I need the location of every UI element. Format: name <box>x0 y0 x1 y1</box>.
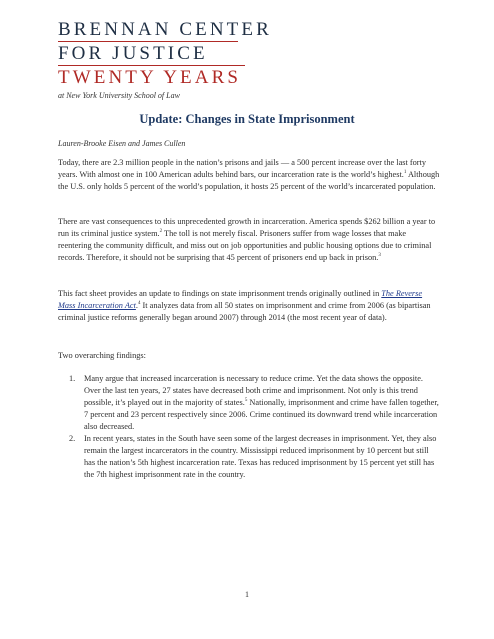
paragraph-text: This fact sheet provides an update to findings on state imprisonment trends originally outlined in <box>58 289 382 298</box>
page-number: 1 <box>245 590 249 599</box>
paragraph-3: This fact sheet provides an update to findings on state imprisonment trends originally outlined in The Reverse Mass Incarceration Act.$^4$ It analyzes data from all 50 states on imprisonment and crime from 2006 (as bipartisan criminal justice reforms generally began around 2007) through 2014 (the most recent year of data). <box>58 289 431 322</box>
logo-rule <box>58 65 245 66</box>
finding-item <box>58 373 441 433</box>
reverse-mass-incarceration-act-link[interactable]: The Reverse Mass Incarceration Act <box>58 289 423 310</box>
finding-text: In recent years, states in the South have seen some of the largest decreases in imprisonment. Yet, they also remain the largest incarcerators in the country. Mississippi reduced imprisonment by 10 percent but still has the nation’s 5th highest incarceration rate. Texas has reduced imprisonment by 15 percent yet still has the 7th highest imprisonment rate in the country. <box>84 434 437 479</box>
list-number: 1. <box>69 374 76 383</box>
logo-line-twenty-years: TWENTY YEARS <box>58 67 242 88</box>
footnote-marker[interactable]: 3 <box>378 253 381 258</box>
footnote-marker[interactable]: 1 <box>403 170 407 175</box>
footnote-marker[interactable]: 4 <box>137 301 141 306</box>
authors-byline: Lauren-Brooke Eisen and James Cullen <box>58 139 186 148</box>
finding-text: Nationally, imprisonment and crime have fallen together, 7 percent and 23 percent respectively since 2006. Crime continued its downward trend while incarceration also decreased. <box>84 398 439 431</box>
paragraph-text: It analyzes data from all 50 states on imprisonment and crime from 2006 (as bipartisan criminal justice reforms generally began around 2007) through 2014 (the most recent year of data). <box>58 301 431 322</box>
footnote-marker[interactable]: 5 <box>244 398 248 403</box>
paragraph-text: Today, there are 2.3 million people in the nation’s prisons and jails — a 500 percent increase over the last forty years. With almost one in 100 American adults behind bars, our incarceration rate is the world’s highest. <box>58 158 426 179</box>
footnote-marker[interactable]: 2 <box>159 229 163 234</box>
logo-line-for-justice: FOR JUSTICE <box>58 43 208 64</box>
logo-line-brennan-center: BRENNAN CENTER <box>58 19 272 40</box>
paragraph-text: The toll is not merely fiscal. Prisoners suffer from wage losses that make reentering the community difficult, and miss out on job opportunities and public housing options due to criminal records. Therefore, it should not be surprising that 45 percent of prisoners end up back in prison. <box>58 229 432 262</box>
paragraph-2 <box>58 216 441 264</box>
findings-intro: Two overarching findings: <box>58 351 146 360</box>
paragraph-text: Although the U.S. only holds 5 percent of the world’s population, it hosts 25 percent of the world’s incarcerated population. <box>58 170 440 191</box>
paragraph-text: There are vast consequences to this unprecedented growth in incarceration. America spends $262 billion a year to run its criminal justice system. <box>58 217 436 238</box>
logo-rule <box>58 41 238 42</box>
findings-list <box>58 373 441 481</box>
paragraph-1 <box>58 157 441 193</box>
brennan-center-logo <box>58 20 288 87</box>
finding-item <box>58 433 441 481</box>
finding-text: Many argue that increased incarceration is necessary to reduce crime. Yet the data shows the opposite. Over the last ten years, 27 states have decreased both crime and imprisonment. Not only is this trend possible, it’s played out in the majority of states. <box>84 374 423 407</box>
affiliation: at New York University School of Law <box>58 91 180 100</box>
list-number: 2. <box>69 434 76 443</box>
document-title: Update: Changes in State Imprisonment <box>139 112 355 126</box>
